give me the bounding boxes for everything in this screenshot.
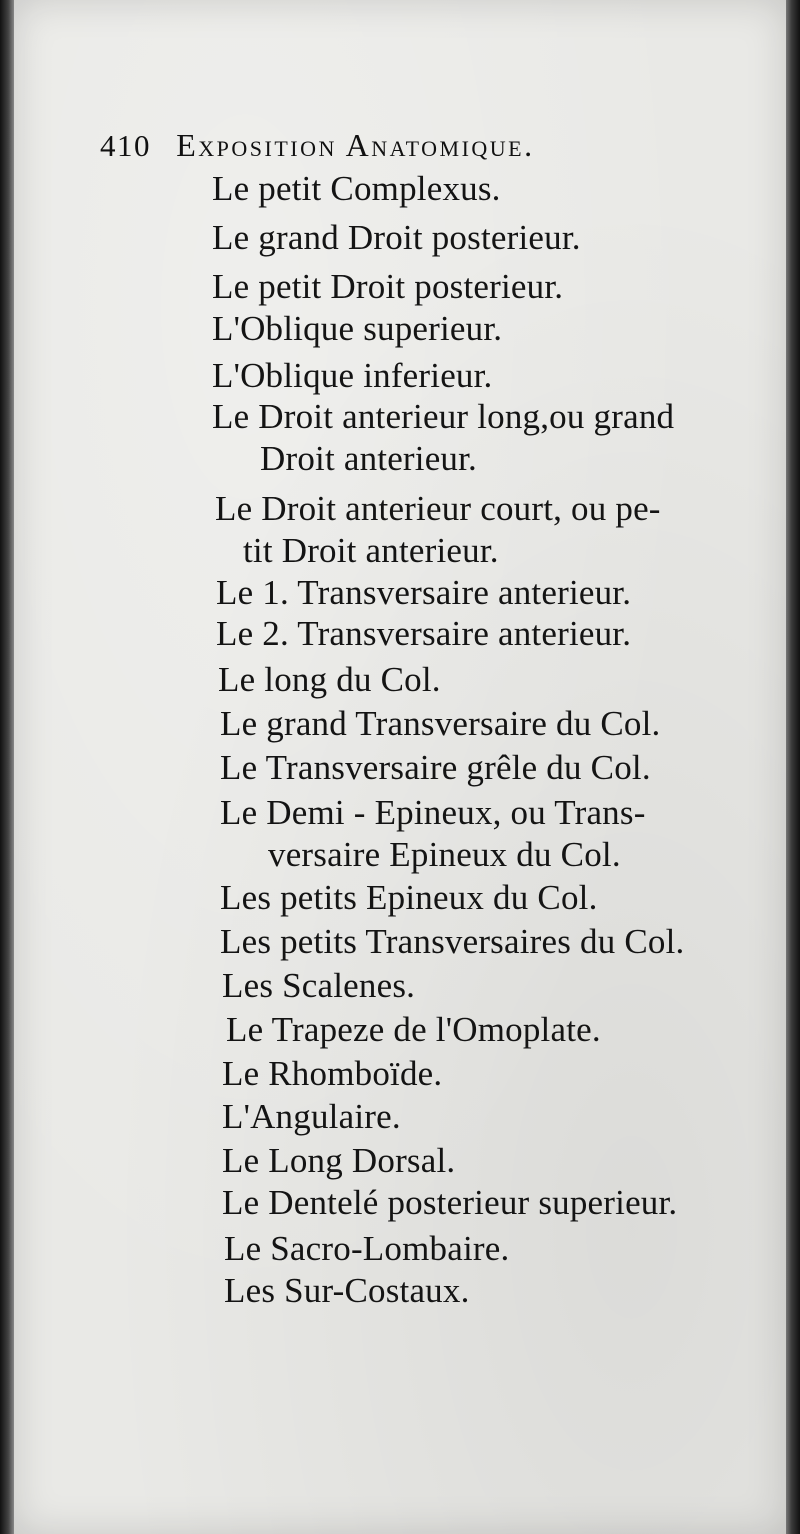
entry-line: Le Sacro-Lombaire.: [224, 1229, 510, 1268]
entry-line: Les petits Transversaires du Col.: [220, 922, 685, 961]
entry-line: Le 2. Transversaire anterieur.: [216, 614, 632, 653]
entry-line-continued: tit Droit anterieur.: [243, 531, 499, 570]
list-item: [224, 1228, 509, 1270]
list-item: [222, 1096, 401, 1138]
entry-line: Le grand Droit posterieur.: [212, 218, 581, 257]
list-item: [222, 1140, 455, 1182]
entry-line: Le Dentelé posterieur superieur.: [222, 1183, 678, 1222]
entry-line: Le Transversaire grêle du Col.: [220, 748, 651, 787]
entry-line: Le Demi - Epineux, ou Trans-: [220, 793, 646, 832]
entry-line: Le Droit anterieur long,ou grand: [212, 397, 675, 436]
list-item: [226, 1009, 601, 1051]
entry-line: Le grand Transversaire du Col.: [220, 704, 661, 743]
entry-line: Le 1. Transversaire anterieur.: [216, 573, 632, 612]
entry-line: Le petit Complexus.: [212, 169, 501, 208]
entry-line: Les petits Epineux du Col.: [220, 878, 598, 917]
list-item: [220, 703, 661, 745]
list-item: [212, 168, 501, 210]
entry-line: Le petit Droit posterieur.: [212, 267, 564, 306]
list-item: [216, 613, 631, 655]
entry-line: Le Droit anterieur court, ou pe-: [215, 489, 661, 528]
list-item: [222, 965, 415, 1007]
entry-line: Les Sur-Costaux.: [224, 1271, 470, 1310]
entry-line: L'Oblique superieur.: [212, 309, 503, 348]
list-item: [222, 1182, 677, 1224]
list-item: [212, 266, 563, 308]
entry-line: Les Scalenes.: [222, 966, 416, 1005]
entry-line: Le Trapeze de l'Omoplate.: [226, 1010, 601, 1049]
entry-line: Le Long Dorsal.: [222, 1141, 456, 1180]
list-item: [212, 396, 674, 480]
list-item: [220, 921, 685, 963]
list-item: [212, 217, 581, 259]
page-number: 410: [100, 128, 151, 163]
list-item: [220, 792, 646, 876]
list-item: [218, 659, 441, 701]
list-item: [212, 355, 493, 397]
list-item: [222, 1053, 442, 1095]
entry-line: Le long du Col.: [218, 660, 441, 699]
list-item: [224, 1270, 470, 1312]
list-item: [220, 747, 651, 789]
entry-line-continued: Droit anterieur.: [260, 439, 478, 478]
entry-line: L'Angulaire.: [222, 1097, 401, 1136]
entry-line: Le Rhomboïde.: [222, 1054, 443, 1093]
list-item: [220, 877, 598, 919]
list-item: [215, 488, 661, 572]
entry-line-continued: versaire Epineux du Col.: [268, 835, 621, 874]
running-title: Exposition Anatomique.: [176, 127, 535, 163]
list-item: [212, 308, 502, 350]
entry-line: L'Oblique inferieur.: [212, 356, 493, 395]
list-item: [216, 572, 631, 614]
